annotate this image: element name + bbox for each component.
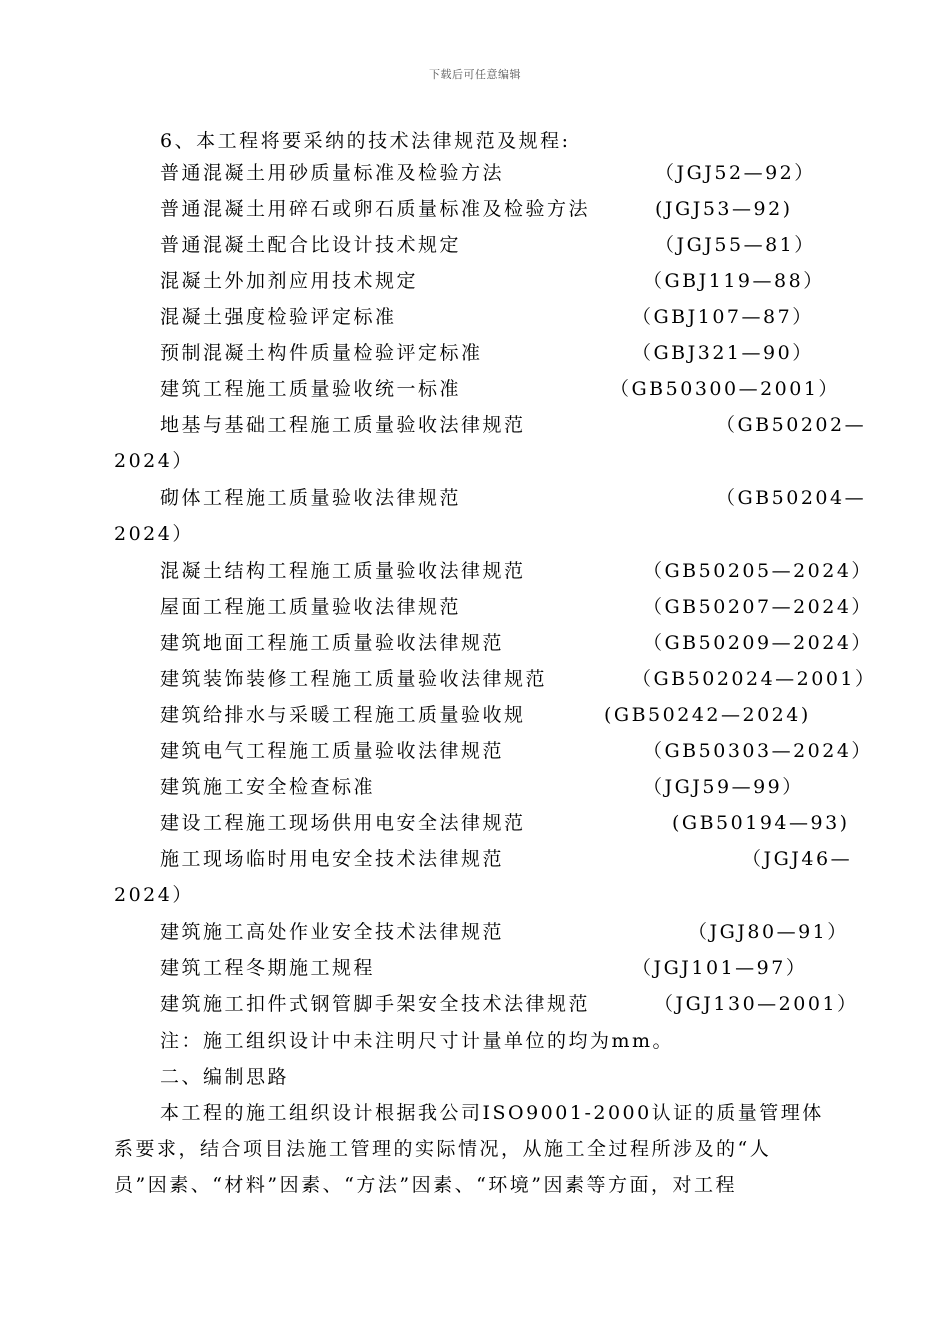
note-text: 注：施工组织设计中未注明尺寸计量单位的均为mm。 [160, 1030, 675, 1052]
standard-item-wrap [0, 443, 950, 479]
standard-code: （JGJ46— [742, 848, 853, 870]
section2-title-text: 二、编制思路 [160, 1066, 290, 1088]
standard-item [0, 805, 950, 841]
note [0, 1023, 950, 1059]
standard-item [0, 191, 950, 227]
standard-name: 建筑电气工程施工质量验收法律规范 [160, 740, 505, 762]
standard-code: (JGJ53—92) [655, 198, 793, 220]
body-paragraph [114, 1095, 838, 1203]
standard-item [0, 950, 950, 986]
standard-name: 建筑装饰装修工程施工质量验收法律规范 [160, 668, 548, 690]
standard-code: （GB50209—2024） [643, 632, 873, 654]
standard-code: （GBJ107—87） [632, 306, 814, 328]
paragraph-line: 本工程的施工组织设计根据我公司ISO9001-2000认证的质量管理体 [160, 1102, 824, 1124]
standard-item [0, 335, 950, 371]
standard-code: （JGJ52—92） [655, 162, 816, 184]
standard-item [0, 371, 950, 407]
standard-code: (GB50242—2024) [604, 704, 811, 726]
standard-code: （GB50303—2024） [643, 740, 873, 762]
paragraph-line: 员”因素、“材料”因素、“方法”因素、“环境”因素等方面，对工程 [114, 1174, 737, 1196]
standard-code: （GB50204— [716, 487, 867, 509]
standard-item [0, 625, 950, 661]
standard-item-wrap [0, 516, 950, 552]
page-header: 下载后可任意编辑 [429, 68, 521, 81]
standard-name: 预制混凝土构件质量检验评定标准 [160, 342, 483, 364]
section-title-text: 6、本工程将要采纳的技术法律规范及规程: [160, 130, 571, 152]
standard-item [0, 769, 950, 805]
standard-code: （JGJ80—91） [688, 921, 849, 943]
standard-name: 建筑给排水与采暖工程施工质量验收规 [160, 704, 526, 726]
standard-name: 混凝土结构工程施工质量验收法律规范 [160, 560, 526, 582]
standard-code-continued: 2024） [114, 450, 194, 472]
standard-code: （JGJ59—99） [643, 776, 804, 798]
standard-code: （JGJ130—2001） [654, 993, 859, 1015]
standard-name: 建筑施工高处作业安全技术法律规范 [160, 921, 505, 943]
standard-name: 建筑工程施工质量验收统一标准 [160, 378, 462, 400]
standard-item [0, 553, 950, 589]
standard-name: 建筑工程冬期施工规程 [160, 957, 376, 979]
standard-name: 屋面工程施工质量验收法律规范 [160, 596, 462, 618]
standard-code: （GBJ321—90） [632, 342, 814, 364]
standard-item [0, 589, 950, 625]
standard-name: 建筑施工扣件式钢管脚手架安全技术法律规范 [160, 993, 591, 1015]
standard-name: 混凝土外加剂应用技术规定 [160, 270, 419, 292]
standard-name: 建筑施工安全检查标准 [160, 776, 376, 798]
standard-item [0, 986, 950, 1022]
standard-code: （GB50205—2024） [643, 560, 873, 582]
standard-name: 建设工程施工现场供用电安全法律规范 [160, 812, 526, 834]
standard-item [0, 661, 950, 697]
standard-code: （GB50207—2024） [643, 596, 873, 618]
standard-code: (GB50194—93) [672, 812, 850, 834]
standard-item-wrap [0, 877, 950, 913]
standard-code: （JGJ101—97） [632, 957, 808, 979]
standard-name: 普通混凝土用碎石或卵石质量标准及检验方法 [160, 198, 591, 220]
standard-code-continued: 2024） [114, 523, 194, 545]
standard-name: 地基与基础工程施工质量验收法律规范 [160, 414, 526, 436]
standard-item [0, 227, 950, 263]
standard-code: （GB50202— [716, 414, 867, 436]
standard-code-continued: 2024） [114, 884, 194, 906]
standard-item [0, 480, 950, 516]
standard-item [0, 697, 950, 733]
standard-name: 普通混凝土用砂质量标准及检验方法 [160, 162, 505, 184]
standard-name: 普通混凝土配合比设计技术规定 [160, 234, 462, 256]
standard-name: 砌体工程施工质量验收法律规范 [160, 487, 462, 509]
standard-item [0, 841, 950, 877]
standard-code: （JGJ55—81） [655, 234, 816, 256]
standard-code: （GB502024—2001） [632, 668, 877, 690]
standard-code: （GBJ119—88） [643, 270, 825, 292]
standard-name: 混凝土强度检验评定标准 [160, 306, 397, 328]
section-title [0, 123, 950, 159]
standard-item [0, 299, 950, 335]
standard-name: 建筑地面工程施工质量验收法律规范 [160, 632, 505, 654]
standard-item [0, 407, 950, 443]
standard-item [0, 263, 950, 299]
section2-title [0, 1059, 950, 1095]
standard-name: 施工现场临时用电安全技术法律规范 [160, 848, 505, 870]
standard-item [0, 733, 950, 769]
standard-item [0, 155, 950, 191]
standard-code: （GB50300—2001） [610, 378, 840, 400]
paragraph-line: 系要求，结合项目法施工管理的实际情况，从施工全过程所涉及的“人 [114, 1138, 772, 1160]
standard-item [0, 914, 950, 950]
